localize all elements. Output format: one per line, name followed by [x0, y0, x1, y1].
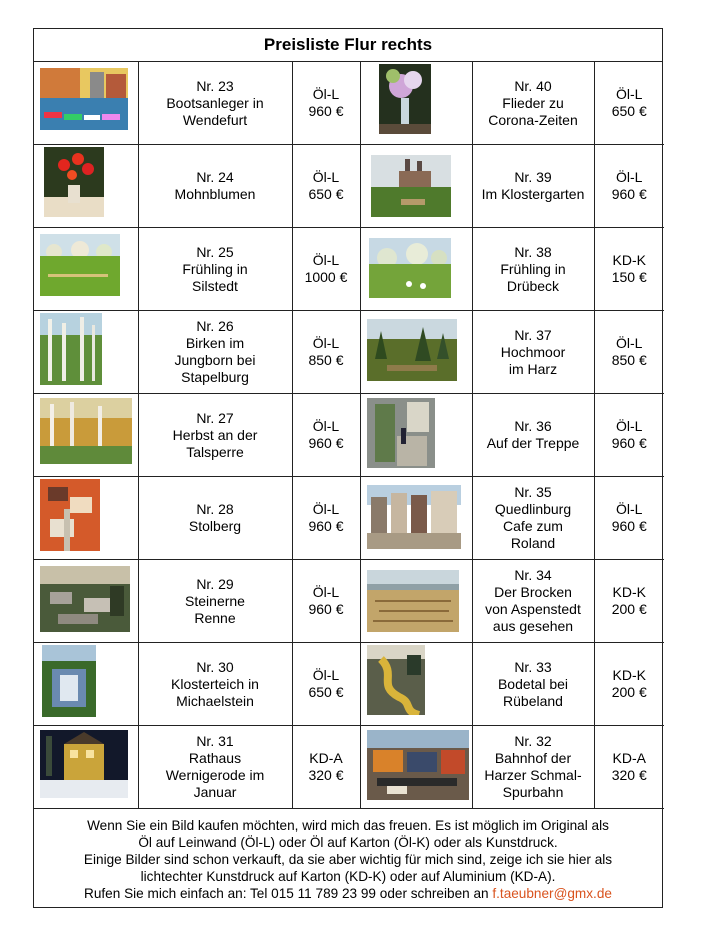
footer-line: lichtechter Kunstdruck auf Karton (KD-K) oder auf Aluminium (KD-A). [140, 869, 556, 884]
painting-price-cell [292, 228, 360, 311]
painting-price-cell [292, 477, 360, 560]
painting-thumbnail [40, 68, 128, 130]
painting-number: Nr. 25 [196, 243, 234, 260]
painting-title-cell [472, 228, 594, 311]
painting-title-cell [472, 643, 594, 726]
painting-price: KD-K 200 € [611, 667, 647, 700]
painting-title-cell [472, 477, 594, 560]
table-row [34, 726, 664, 809]
painting-thumbnail-cell [360, 311, 472, 394]
painting-thumbnail [369, 238, 451, 298]
painting-price: KD-A 320 € [308, 750, 344, 783]
painting-title: Frühling in Drübeck [500, 260, 566, 294]
painting-number: Nr. 24 [196, 169, 234, 185]
painting-price-cell [594, 145, 664, 228]
painting-price-cell [594, 394, 664, 477]
painting-title-cell [138, 643, 292, 726]
painting-price-cell [292, 311, 360, 394]
painting-title: Bahnhof der Harzer Schmal- Spurbahn [484, 750, 582, 800]
painting-thumbnail-cell [34, 394, 138, 477]
painting-number: Nr. 23 [196, 77, 234, 94]
painting-price-cell [594, 726, 664, 809]
painting-number: Nr. 26 [196, 318, 234, 334]
painting-thumbnail-cell [34, 726, 138, 809]
painting-thumbnail [42, 645, 96, 717]
painting-number: Nr. 31 [196, 733, 234, 749]
painting-thumbnail-cell [360, 228, 472, 311]
footer-line: Öl auf Leinwand (Öl-L) oder Öl auf Karton (Öl-K) oder als Kunstdruck. [138, 835, 558, 850]
painting-thumbnail [40, 398, 132, 464]
painting-price: Öl-L 960 € [308, 584, 344, 617]
painting-thumbnail [371, 155, 451, 217]
painting-thumbnail [40, 566, 130, 632]
painting-price-cell [292, 145, 360, 228]
table-row [34, 62, 664, 145]
painting-thumbnail [379, 64, 431, 134]
painting-title-cell [472, 145, 594, 228]
painting-price: Öl-L 850 € [308, 335, 344, 368]
painting-number: Nr. 33 [514, 658, 552, 675]
footer-note [34, 808, 662, 907]
painting-price: Öl-L 960 € [308, 418, 344, 451]
table-row [34, 560, 664, 643]
painting-title-cell [472, 394, 594, 477]
painting-thumbnail-cell [360, 394, 472, 477]
table-row [34, 643, 664, 726]
table-row [34, 394, 664, 477]
painting-thumbnail-cell [360, 62, 472, 145]
painting-thumbnail-cell [360, 643, 472, 726]
painting-number: Nr. 28 [196, 501, 234, 517]
painting-price-cell [292, 643, 360, 726]
painting-title-cell [138, 228, 292, 311]
painting-price-cell [594, 62, 664, 145]
painting-price: KD-K 150 € [611, 252, 647, 285]
painting-thumbnail-cell [360, 477, 472, 560]
painting-price: Öl-L 960 € [308, 501, 344, 534]
painting-number: Nr. 27 [196, 409, 234, 426]
painting-number: Nr. 35 [514, 484, 552, 500]
painting-price: Öl-L 650 € [611, 86, 647, 119]
painting-thumbnail-cell [34, 643, 138, 726]
painting-price: Öl-L 960 € [611, 169, 647, 202]
painting-price: Öl-L 850 € [611, 335, 647, 368]
painting-thumbnail-cell [34, 145, 138, 228]
painting-price: Öl-L 960 € [611, 501, 647, 534]
painting-number: Nr. 37 [514, 326, 552, 343]
painting-thumbnail-cell [34, 311, 138, 394]
painting-title: Herbst an der Talsperre [172, 426, 258, 460]
price-table [34, 62, 664, 809]
painting-price: KD-A 320 € [611, 750, 647, 783]
painting-thumbnail-cell [360, 145, 472, 228]
painting-price-cell [292, 394, 360, 477]
painting-title: Frühling in Silstedt [182, 260, 248, 294]
table-row [34, 228, 664, 311]
painting-title-cell [472, 560, 594, 643]
email-link[interactable]: f.taeubner@gmx.de [492, 886, 612, 901]
painting-price: Öl-L 650 € [308, 667, 344, 700]
painting-thumbnail-cell [34, 560, 138, 643]
painting-thumbnail-cell [34, 228, 138, 311]
painting-price-cell [594, 228, 664, 311]
footer-contact-line [34, 885, 662, 902]
table-row [34, 311, 664, 394]
painting-thumbnail [367, 485, 461, 549]
painting-price: KD-K 200 € [611, 584, 647, 617]
painting-title-cell [472, 311, 594, 394]
painting-title-cell [138, 311, 292, 394]
painting-title-cell [472, 726, 594, 809]
painting-title-cell [138, 560, 292, 643]
footer-line: Wenn Sie ein Bild kaufen möchten, wird mich das freuen. Es ist möglich im Original als [87, 818, 609, 833]
table-row [34, 477, 664, 560]
painting-thumbnail-cell [34, 477, 138, 560]
painting-price: Öl-L 960 € [308, 86, 344, 119]
painting-title: Mohnblumen [174, 186, 256, 202]
painting-title: Steinerne Renne [185, 592, 245, 626]
painting-price: Öl-L 650 € [308, 169, 344, 202]
painting-thumbnail-cell [34, 62, 138, 145]
painting-thumbnail [367, 570, 459, 632]
painting-title-cell [138, 62, 292, 145]
painting-title-cell [138, 477, 292, 560]
painting-title-cell [138, 145, 292, 228]
painting-title: Quedlinburg Cafe zum Roland [494, 501, 572, 551]
painting-thumbnail [44, 147, 104, 217]
painting-thumbnail [367, 730, 469, 800]
painting-title: Flieder zu Corona-Zeiten [488, 94, 578, 128]
painting-number: Nr. 34 [514, 567, 552, 583]
painting-title: Rathaus Wernigerode im Januar [165, 750, 265, 800]
painting-title: Im Klostergarten [481, 186, 585, 202]
contact-text: Rufen Sie mich einfach an: Tel 015 11 789 23 99 oder schreiben an [84, 886, 493, 901]
painting-thumbnail-cell [360, 726, 472, 809]
footer-line: Einige Bilder sind schon verkauft, da sie aber wichtig für mich sind, zeige ich sie hier als [83, 852, 613, 867]
painting-title-cell [138, 394, 292, 477]
painting-price: Öl-L 960 € [611, 418, 647, 451]
painting-price-cell [594, 560, 664, 643]
painting-title: Bootsanleger in Wendefurt [166, 94, 264, 128]
painting-number: Nr. 40 [514, 77, 552, 94]
painting-number: Nr. 36 [514, 418, 552, 434]
title-row [34, 29, 662, 62]
painting-number: Nr. 30 [196, 658, 234, 675]
painting-title: Klosterteich in Michaelstein [171, 675, 259, 709]
painting-price-cell [292, 726, 360, 809]
painting-thumbnail-cell [360, 560, 472, 643]
painting-title-cell [138, 726, 292, 809]
painting-price-cell [292, 62, 360, 145]
painting-title: Stolberg [188, 518, 242, 534]
painting-price-cell [594, 311, 664, 394]
painting-thumbnail [367, 645, 425, 715]
painting-thumbnail [40, 730, 128, 798]
painting-title: Bodetal bei Rübeland [497, 675, 569, 709]
painting-thumbnail [367, 319, 457, 381]
painting-thumbnail [40, 479, 100, 551]
price-list-sheet [33, 28, 663, 908]
painting-thumbnail [40, 313, 102, 385]
painting-title: Auf der Treppe [486, 435, 580, 451]
painting-price: Öl-L 1000 € [304, 252, 348, 285]
painting-number: Nr. 29 [196, 575, 234, 592]
painting-title-cell [472, 62, 594, 145]
painting-thumbnail [40, 234, 120, 296]
painting-number: Nr. 32 [514, 733, 552, 749]
table-row [34, 145, 664, 228]
page-title: Preisliste Flur rechts [263, 35, 433, 54]
painting-price-cell [292, 560, 360, 643]
painting-title: Birken im Jungborn bei Stapelburg [174, 335, 256, 385]
painting-number: Nr. 38 [514, 243, 552, 260]
painting-title: Hochmoor im Harz [500, 343, 566, 377]
painting-title: Der Brocken von Aspenstedt aus gesehen [485, 584, 581, 634]
painting-number: Nr. 39 [514, 169, 552, 185]
painting-price-cell [594, 477, 664, 560]
painting-price-cell [594, 643, 664, 726]
painting-thumbnail [367, 398, 435, 468]
